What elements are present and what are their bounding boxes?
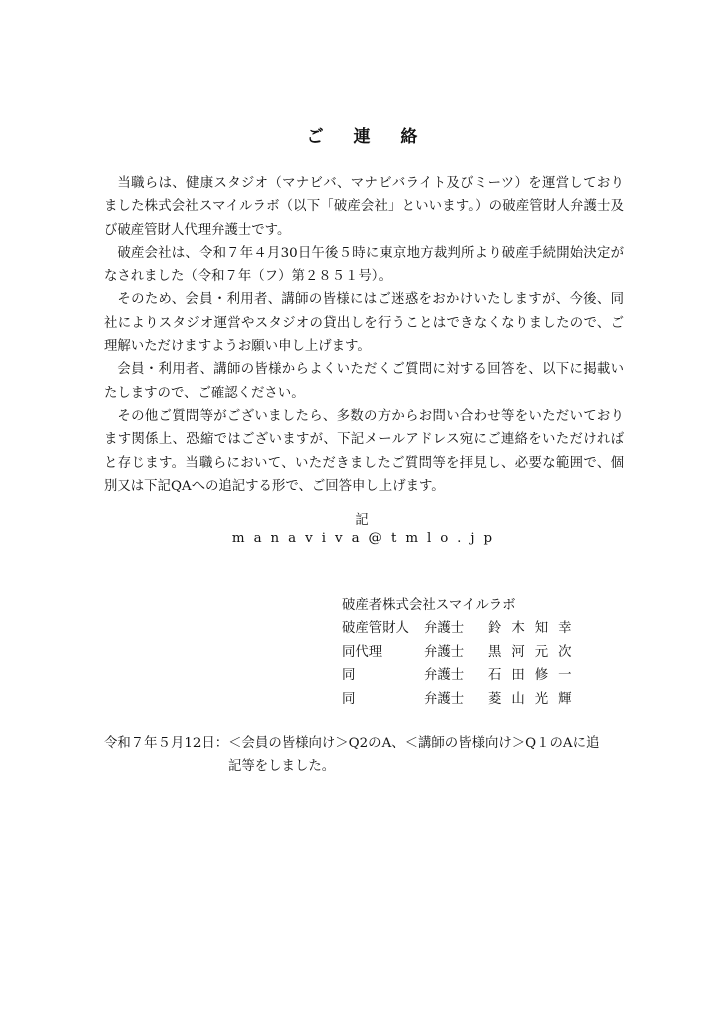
bankrupt-company-name: 破産者株式会社スマイルラボ <box>342 598 516 613</box>
signer-qualification: 弁護士 <box>424 691 465 707</box>
paragraph-faq-notice: 会員・利用者、講師の皆様からよくいただくご質問に対する回答を、以下に掲載いたしますので、ご確認ください。 <box>104 362 624 401</box>
signer-row <box>342 664 582 687</box>
update-note-line1: 令和７年５月12日：＜会員の皆様向け＞Q2のA、＜講師の皆様向け＞Q１のAに追 <box>104 736 600 751</box>
page-title: ご 連 絡 <box>306 127 430 147</box>
signer-name: 鈴木知幸 <box>488 621 582 637</box>
signer-row <box>342 688 582 711</box>
signer-row <box>342 617 582 640</box>
paragraph-apology: そのため、会員・利用者、講師の皆様にはご迷惑をおかけいたしますが、今後、同社によりスタジオ運営やスタジオの貸出しを行うことはできなくなりましたので、ご理解いただけますようお願い申し上げます。 <box>104 292 624 355</box>
signer-row <box>342 641 582 664</box>
contact-email[interactable]: manaviva@tmlo.jp <box>231 531 502 546</box>
signer-qualification: 弁護士 <box>424 644 465 660</box>
signers-block <box>342 594 582 711</box>
update-note-line2: 記等をしました。 <box>228 759 336 775</box>
signer-qualification: 弁護士 <box>424 621 465 637</box>
ki-heading: 記 <box>355 513 369 528</box>
notice-body <box>104 172 624 498</box>
signer-name: 菱山光輝 <box>488 691 582 707</box>
signer-name: 石田修一 <box>488 668 582 684</box>
signer-qualification: 弁護士 <box>424 668 465 684</box>
signer-name: 黒河元次 <box>488 644 582 660</box>
paragraph-bankruptcy-decision: 破産会社は、令和７年４月30日午後５時に東京地方裁判所より破産手続開始決定がなされました（令和７年（フ）第２８５１号）。 <box>104 245 624 285</box>
paragraph-intro: 当職らは、健康スタジオ（マナビバ、マナビバライト及びミーツ）を運営しておりました株式会社スマイルラボ（以下「破産会社」といいます。）の破産管財人弁護士及び破産管財人代理弁護士です。 <box>104 176 624 238</box>
signer-role: 同 <box>342 691 356 707</box>
signer-role: 破産管財人 <box>342 621 409 637</box>
signer-role: 同 <box>342 668 356 684</box>
signer-role: 同代理 <box>342 644 383 660</box>
update-note <box>104 732 624 779</box>
paragraph-contact: その他ご質問等がございましたら、多数の方からお問い合わせ等をいただいております関係上、恐縮ではございますが、下記メールアドレス宛にご連絡をいただければと存じます。当職らにおいて、いただきましたご質問等を拝見し、必要な範囲で、個別又は下記QAへの追記する形で、ご回答申し上げます。 <box>104 408 624 494</box>
